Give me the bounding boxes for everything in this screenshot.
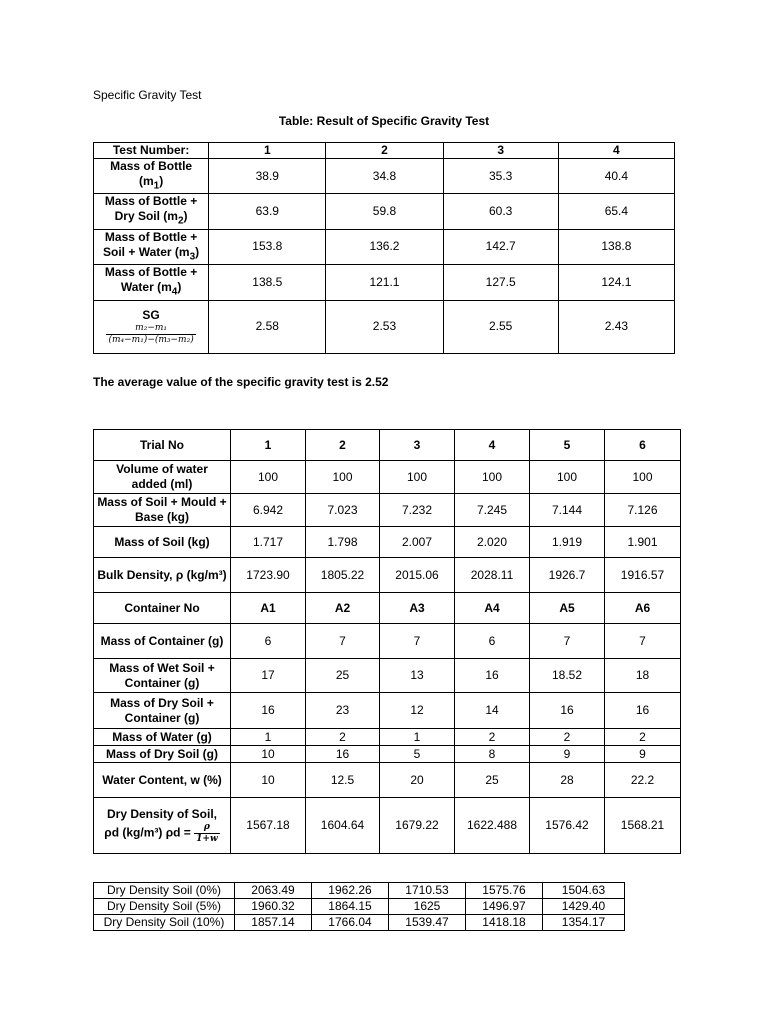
- table2-cell: 7: [530, 624, 605, 659]
- table2-row-label: Mass of Water (g): [94, 729, 231, 746]
- table2-cell: 2028.11: [455, 558, 530, 593]
- table2-cell: 16: [605, 693, 681, 729]
- table2-cell: 22.2: [605, 763, 681, 798]
- table2-cell: A3: [380, 593, 455, 624]
- table3-row-label: Dry Density Soil (10%): [94, 915, 235, 931]
- table3-cell: 1960.32: [235, 899, 312, 915]
- table2-cell: 100: [530, 461, 605, 494]
- row-label-line2: Dry Soil (m: [114, 209, 178, 224]
- row-label-line2: (m: [138, 174, 154, 188]
- table3-body: [94, 883, 625, 931]
- row-label-subscript: 1: [153, 180, 160, 192]
- table1-cell: 138.8: [558, 229, 674, 264]
- table2-cell: A4: [455, 593, 530, 624]
- table2-dry-density-row: [94, 798, 681, 854]
- table2-cell: 2015.06: [380, 558, 455, 593]
- row-label-subscript: 3: [189, 251, 196, 263]
- table1-row: [94, 159, 675, 194]
- table2-cell: 18.52: [530, 659, 605, 693]
- table2-row-label: Water Content, w (%): [94, 763, 231, 798]
- table1-header-row: [94, 143, 675, 159]
- table2-cell: A6: [605, 593, 681, 624]
- trial-number: 6: [605, 430, 681, 461]
- page-heading: Specific Gravity Test: [93, 88, 202, 102]
- table3-cell: 1864.15: [312, 899, 389, 915]
- table2-cell: 7.245: [455, 494, 530, 527]
- table2-cell: 7.023: [306, 494, 380, 527]
- table1-header-label: Test Number:: [94, 143, 209, 159]
- table1-test-number: 2: [326, 143, 443, 159]
- table2-cell: 25: [306, 659, 380, 693]
- table3-cell: 1575.76: [466, 883, 543, 899]
- table1-cell: 59.8: [326, 194, 443, 229]
- table1-row-label: [94, 159, 209, 194]
- table2-cell: 2.020: [455, 527, 530, 558]
- table2-cell: 16: [455, 659, 530, 693]
- table3-cell: 1504.63: [543, 883, 625, 899]
- table1-cell: 34.8: [326, 159, 443, 194]
- table2-row-label: Mass of Wet Soil + Container (g): [94, 659, 231, 693]
- dry-density-summary-table: [93, 882, 625, 931]
- sg-formula: [106, 323, 195, 346]
- table2-row: [94, 693, 681, 729]
- table3-row: [94, 899, 625, 915]
- trial-no-label: Trial No: [94, 430, 231, 461]
- dry-density-cell: 1622.488: [455, 798, 530, 854]
- table2-cell: 2: [605, 729, 681, 746]
- average-statement: The average value of the specific gravity test is 2.52: [93, 375, 389, 389]
- table2-cell: 6.942: [231, 494, 306, 527]
- table2-cell: 1.798: [306, 527, 380, 558]
- table2-cell: 7: [605, 624, 681, 659]
- table1-row-label: [94, 194, 209, 229]
- table2-cell: 12: [380, 693, 455, 729]
- table2-cell: 1805.22: [306, 558, 380, 593]
- table1-sg-row: [94, 300, 675, 353]
- table2-row-label: Container No: [94, 593, 231, 624]
- dry-density-numerator: ρ: [194, 822, 220, 834]
- row-label-line1: Mass of Bottle +: [104, 229, 198, 244]
- table2-cell: 100: [605, 461, 681, 494]
- table2-row: [94, 593, 681, 624]
- table1-test-number: 3: [443, 143, 558, 159]
- table2-row: [94, 527, 681, 558]
- compaction-table: [93, 429, 681, 854]
- table2-row-label: Mass of Soil + Mould + Base (kg): [94, 494, 231, 527]
- table2-cell: 1.919: [530, 527, 605, 558]
- table1-caption: [0, 114, 768, 128]
- table1-cell: 138.5: [209, 265, 326, 300]
- table3-row: [94, 915, 625, 931]
- dry-density-cell: 1679.22: [380, 798, 455, 854]
- table2-cell: 7: [306, 624, 380, 659]
- table1-row: [94, 265, 675, 300]
- table2-cell: 12.5: [306, 763, 380, 798]
- table2-cell: 20: [380, 763, 455, 798]
- table2-row: [94, 746, 681, 763]
- table2-cell: 1916.57: [605, 558, 681, 593]
- trial-number: 3: [380, 430, 455, 461]
- row-label-end: ): [183, 209, 188, 224]
- table2-cell: 10: [231, 746, 306, 763]
- trial-number: 1: [231, 430, 306, 461]
- table1-cell: 153.8: [209, 229, 326, 264]
- table2-header-row: [94, 430, 681, 461]
- table2-cell: 5: [380, 746, 455, 763]
- trial-number: 2: [306, 430, 380, 461]
- table2-row: [94, 729, 681, 746]
- table2-cell: 6: [231, 624, 306, 659]
- row-label-end: ): [177, 280, 182, 295]
- table2-cell: A2: [306, 593, 380, 624]
- row-label-line2: Soil + Water (m: [103, 244, 190, 259]
- row-label-line1: Mass of Bottle +: [104, 194, 198, 209]
- table2-cell: 7.232: [380, 494, 455, 527]
- table2-body: [94, 461, 681, 798]
- table1-cell: 38.9: [209, 159, 326, 194]
- table3-cell: 1496.97: [466, 899, 543, 915]
- row-label-end: ): [159, 174, 164, 188]
- table2-cell: 25: [455, 763, 530, 798]
- trial-number: 4: [455, 430, 530, 461]
- table1-caption-prefix: Table:: [278, 114, 314, 128]
- table2-cell: 16: [231, 693, 306, 729]
- table2-row: [94, 763, 681, 798]
- table2-cell: 7.144: [530, 494, 605, 527]
- row-label-subscript: 4: [171, 286, 178, 298]
- table2-cell: 23: [306, 693, 380, 729]
- table3-row: [94, 883, 625, 899]
- table1-test-number: 4: [558, 143, 674, 159]
- table1-row: [94, 194, 675, 229]
- dry-density-denominator: 1+w: [196, 833, 218, 844]
- table2-row-label: Mass of Soil (kg): [94, 527, 231, 558]
- table2-cell: 17: [231, 659, 306, 693]
- table2-cell: 1926.7: [530, 558, 605, 593]
- row-label-subscript: 2: [177, 215, 184, 227]
- trial-number: 5: [530, 430, 605, 461]
- table3-cell: 1857.14: [235, 915, 312, 931]
- table2-cell: 28: [530, 763, 605, 798]
- table3-cell: 1710.53: [389, 883, 466, 899]
- table1-sg-cell: 2.43: [558, 300, 674, 353]
- table1-row: [94, 229, 675, 264]
- table2-cell: 7: [380, 624, 455, 659]
- table1-cell: 124.1: [558, 265, 674, 300]
- table2-cell: 6: [455, 624, 530, 659]
- table1-caption-title: Result of Specific Gravity Test: [313, 114, 490, 128]
- table1-cell: 136.2: [326, 229, 443, 264]
- table1-cell: 127.5: [443, 265, 558, 300]
- table3-cell: 1962.26: [312, 883, 389, 899]
- dry-density-label2: ρd (kg/m³) ρd =: [104, 825, 191, 840]
- specific-gravity-table: [93, 142, 675, 354]
- table2-cell: 7.126: [605, 494, 681, 527]
- table2-cell: 1: [231, 729, 306, 746]
- sg-label: SG: [142, 307, 160, 322]
- table2-row: [94, 461, 681, 494]
- table1-row-label: [94, 229, 209, 264]
- table2-row: [94, 659, 681, 693]
- table3-cell: 1354.17: [543, 915, 625, 931]
- table2-row-label: Volume of water added (ml): [94, 461, 231, 494]
- table2-cell: A1: [231, 593, 306, 624]
- table2-row-label: Mass of Dry Soil + Container (g): [94, 693, 231, 729]
- table2-row: [94, 494, 681, 527]
- table2-cell: 2: [455, 729, 530, 746]
- table2-row: [94, 624, 681, 659]
- table2-cell: 1: [380, 729, 455, 746]
- table1-cell: 65.4: [558, 194, 674, 229]
- dry-density-formula: [194, 822, 220, 845]
- table3-cell: 1429.40: [543, 899, 625, 915]
- table1-sg-label-cell: [94, 300, 209, 353]
- table2-cell: 14: [455, 693, 530, 729]
- table2-cell: 10: [231, 763, 306, 798]
- dry-density-label: Dry Density of Soil,: [106, 806, 218, 821]
- table1-row-label: [94, 265, 209, 300]
- table2-cell: 1723.90: [231, 558, 306, 593]
- table3-row-label: Dry Density Soil (5%): [94, 899, 235, 915]
- table2-cell: 8: [455, 746, 530, 763]
- table2-cell: 18: [605, 659, 681, 693]
- table1-cell: 60.3: [443, 194, 558, 229]
- table2-cell: 1.901: [605, 527, 681, 558]
- table3-cell: 1418.18: [466, 915, 543, 931]
- table2-row-label: Mass of Container (g): [94, 624, 231, 659]
- table2-cell: 2: [530, 729, 605, 746]
- row-label-line1: Mass of Bottle: [110, 159, 193, 173]
- table2-row: [94, 558, 681, 593]
- dry-density-cell: 1568.21: [605, 798, 681, 854]
- row-label-end: ): [195, 244, 200, 259]
- table2-cell: 100: [306, 461, 380, 494]
- table1-cell: 121.1: [326, 265, 443, 300]
- table1-cell: 63.9: [209, 194, 326, 229]
- sg-formula-numerator: m₂−m₁: [106, 323, 195, 335]
- table1-test-number: 1: [209, 143, 326, 159]
- dry-density-cell: 1576.42: [530, 798, 605, 854]
- table2-cell: 13: [380, 659, 455, 693]
- dry-density-cell: 1604.64: [306, 798, 380, 854]
- table3-cell: 1766.04: [312, 915, 389, 931]
- table2-cell: 1.717: [231, 527, 306, 558]
- table2-row-label: Mass of Dry Soil (g): [94, 746, 231, 763]
- table1-cell: 142.7: [443, 229, 558, 264]
- table3-cell: 1539.47: [389, 915, 466, 931]
- table1-cell: 40.4: [558, 159, 674, 194]
- table1-sg-cell: 2.58: [209, 300, 326, 353]
- dry-density-label-cell: [94, 798, 231, 854]
- table1-sg-cell: 2.53: [326, 300, 443, 353]
- table1-cell: 35.3: [443, 159, 558, 194]
- row-label-line2: Water (m: [120, 280, 172, 295]
- table2-cell: 100: [231, 461, 306, 494]
- table3-cell: 2063.49: [235, 883, 312, 899]
- table2-cell: 2.007: [380, 527, 455, 558]
- table2-cell: 9: [605, 746, 681, 763]
- table2-row-label: Bulk Density, ρ (kg/m³): [94, 558, 231, 593]
- table3-row-label: Dry Density Soil (0%): [94, 883, 235, 899]
- table2-cell: 100: [380, 461, 455, 494]
- sg-formula-denominator: (m₄−m₁)−(m₃−m₂): [108, 334, 194, 345]
- table3-cell: 1625: [389, 899, 466, 915]
- row-label-line1: Mass of Bottle +: [104, 265, 198, 280]
- table2-cell: 16: [530, 693, 605, 729]
- table2-cell: 2: [306, 729, 380, 746]
- table1-sg-cell: 2.55: [443, 300, 558, 353]
- table2-cell: A5: [530, 593, 605, 624]
- dry-density-cell: 1567.18: [231, 798, 306, 854]
- table2-cell: 9: [530, 746, 605, 763]
- table2-cell: 16: [306, 746, 380, 763]
- table2-cell: 100: [455, 461, 530, 494]
